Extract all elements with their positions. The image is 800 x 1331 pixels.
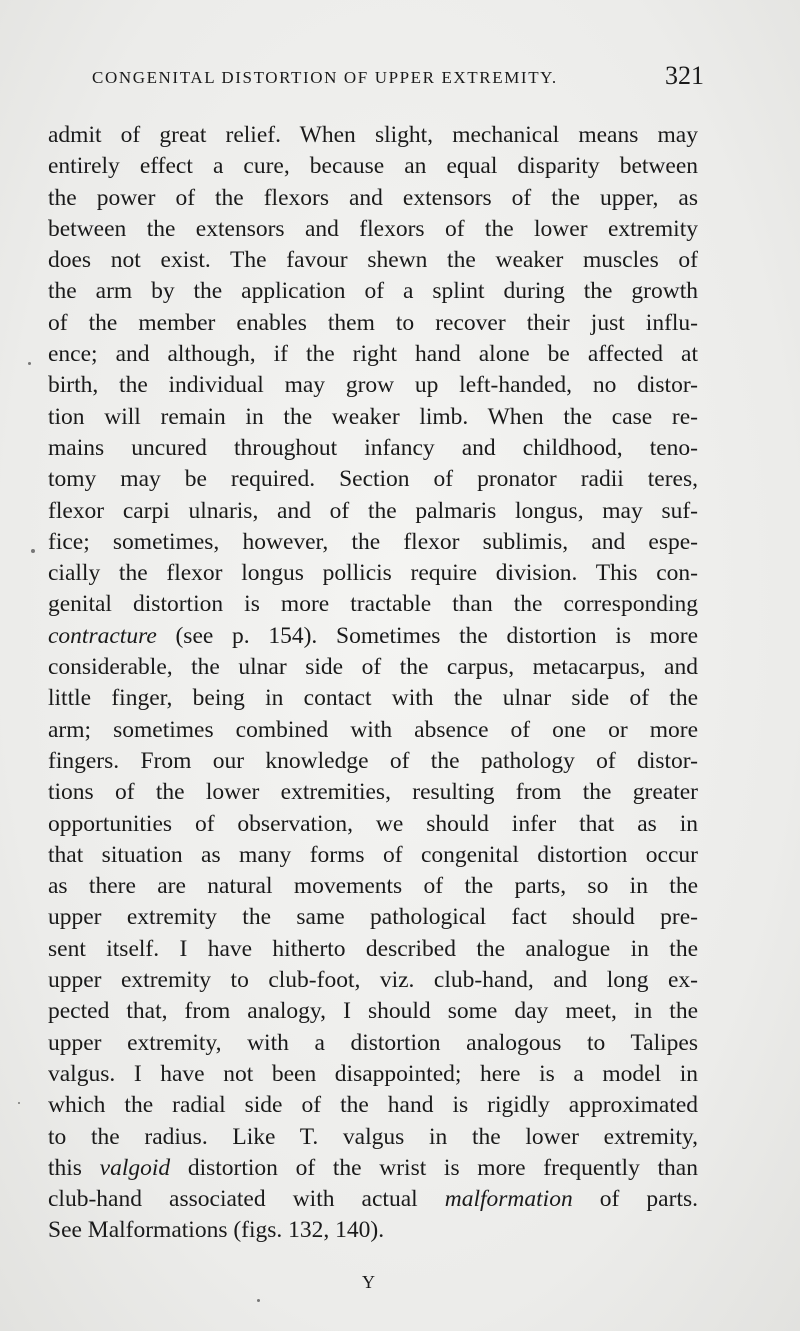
text-line: cially the flexor longus pollicis require division. This con- [48,560,698,587]
text-line: See Malformations (figs. 132, 140). [48,1217,385,1244]
text-line: of the member enables them to recover their just influ- [48,309,698,336]
text-line: opportunities of observation, we should infer that as in [48,810,698,837]
running-title: CONGENITAL DISTORTION OF UPPER EXTREMITY. [92,68,558,87]
text-line: pected that, from analogy, I should some day meet, in the [48,998,698,1025]
scan-speck [31,549,35,553]
signature-mark: Y [362,1272,375,1292]
text-line: admit of great relief. When slight, mechanical means may [48,122,698,148]
text-line: sent itself. I have hitherto described the analogue in the [48,935,698,962]
text-line: considerable, the ulnar side of the carpus, metacarpus, and [48,654,698,681]
text-line: arm; sometimes combined with absence of one or more [48,716,698,743]
text-line: contracture (see p. 154). Sometimes the distortion is more [48,622,698,649]
text-line: upper extremity to club-foot, viz. club-hand, and long ex- [48,967,698,994]
text-line: fice; sometimes, however, the flexor sublimis, and espe- [48,528,698,555]
text-line: tion will remain in the weaker limb. When the case re- [48,403,698,430]
text-line: that situation as many forms of congenital distortion occur [48,841,698,868]
text-line: club-hand associated with actual malformation of parts. [48,1186,698,1213]
text-line: the power of the flexors and extensors of the upper, as [48,184,698,211]
text-line: to the radius. Like T. valgus in the lower extremity, [48,1123,698,1150]
text-line: entirely effect a cure, because an equal disparity between [48,153,698,180]
text-line: between the extensors and flexors of the lower extremity [48,215,698,242]
text-line: upper extremity, with a distortion analogous to Talipes [48,1029,698,1056]
text-line: which the radial side of the hand is rigidly approximated [48,1092,698,1119]
italic-term: valgoid [99,1154,171,1181]
italic-term: malformation [444,1186,573,1213]
text-line: flexor carpi ulnaris, and of the palmaris longus, may suf- [48,497,698,524]
text-line: as there are natural movements of the parts, so in the [48,873,698,900]
text-line: birth, the individual may grow up left-handed, no distor- [48,372,698,399]
scan-speck [18,1102,20,1104]
body-paragraph [48,120,698,1247]
text-line: fingers. From our knowledge of the pathology of distor- [48,747,698,774]
text-line: valgus. I have not been disappointed; here is a model in [48,1060,698,1087]
page-number: 321 [665,61,704,90]
text-line: mains uncured throughout infancy and childhood, teno- [48,434,698,461]
text-line: upper extremity the same pathological fact should pre- [48,904,698,931]
text-line: tions of the lower extremities, resulting from the greater [48,779,698,806]
text-line: does not exist. The favour shewn the weaker muscles of [48,247,698,274]
text-line: tomy may be required. Section of pronator radii teres, [48,466,698,493]
text-line: ence; and although, if the right hand alone be affected at [48,341,698,368]
text-line: this valgoid distortion of the wrist is more frequently than [48,1154,698,1181]
italic-term: contracture [48,622,157,649]
text-line: genital distortion is more tractable than the corresponding [48,591,698,618]
text-line: little finger, being in contact with the ulnar side of the [48,685,698,712]
running-head [92,62,704,94]
scan-speck [28,362,31,365]
scan-speck [257,1299,260,1302]
text-line: the arm by the application of a splint during the growth [48,278,698,305]
